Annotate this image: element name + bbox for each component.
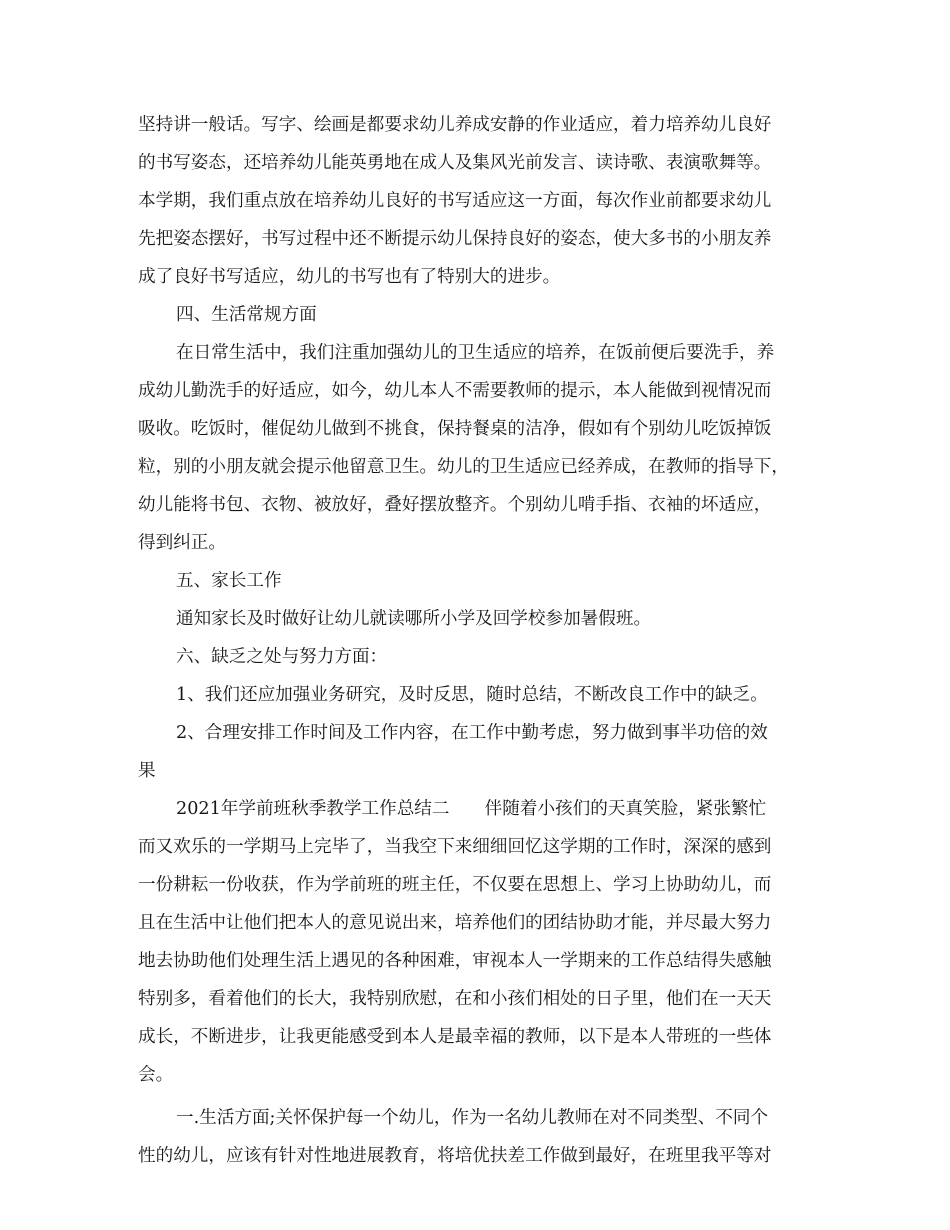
body-text-line: 粒，别的小朋友就会提示他留意卫生。幼儿的卫生适应已经养成，在教师的指导下， (138, 457, 789, 477)
body-text-line: 的书写姿态，还培养幼儿能英勇地在成人及集风光前发言、读诗歌、表演歌舞等。 (138, 153, 772, 173)
body-text-line: 性的幼儿，应该有针对性地进展教育，将培优扶差工作做到最好，在班里我平等对 (138, 1146, 772, 1166)
list-item: 1、我们还应加强业务研究，及时反思，随时总结，不断改良工作中的缺乏。 (176, 685, 768, 705)
body-text-line: 成了良好书写适应，幼儿的书写也有了特别大的进步。 (138, 267, 561, 287)
body-text-line: 成幼儿勤洗手的好适应，如今，幼儿本人不需要教师的提示，本人能做到视情况而 (138, 381, 772, 401)
body-text-line: 一份耕耘一份收获，作为学前班的班主任，不仅要在思想上、学习上协助幼儿，而 (138, 875, 772, 895)
body-text-line: 通知家长及时做好让幼儿就读哪所小学及回学校参加暑假班。 (176, 609, 652, 629)
body-text-line: 地去协助他们处理生活上遇见的各种困难，审视本人一学期来的工作总结得失感触 (138, 951, 772, 971)
body-text-line: 幼儿能将书包、衣物、被放好，叠好摆放整齐。个别幼儿啃手指、衣袖的坏适应， (138, 495, 772, 515)
body-text-line: 果 (138, 761, 156, 781)
body-text-line: 先把姿态摆好，书写过程中还不断提示幼儿保持良好的姿态，使大多书的小朋友养 (138, 229, 772, 249)
body-text-line: 且在生活中让他们把本人的意见说出来，培养他们的团结协助才能，并尽最大努力 (138, 913, 772, 933)
body-text-line: 会。 (138, 1065, 174, 1085)
section-heading: 六、缺乏之处与努力方面： (176, 647, 388, 667)
article-title-line: 2021年学前班秋季教学工作总结二 伴随着小孩们的天真笑脸，紧张繁忙 (176, 799, 767, 819)
body-text-line: 而又欢乐的一学期马上完毕了，当我空下来细细回忆这学期的工作时，深深的感到 (138, 837, 772, 857)
body-text-line: 坚持讲一般话。写字、绘画是都要求幼儿养成安静的作业适应，着力培养幼儿良好 (138, 115, 772, 135)
section-heading: 四、生活常规方面 (176, 305, 317, 325)
body-text-line: 得到纠正。 (138, 533, 226, 553)
body-text-line: 一.生活方面;关怀保护每一个幼儿，作为一名幼儿教师在对不同类型、不同个 (176, 1108, 769, 1128)
body-text-line: 成长，不断进步，让我更能感受到本人是最幸福的教师，以下是本人带班的一些体 (138, 1027, 772, 1047)
body-text-line: 本学期，我们重点放在培养幼儿良好的书写适应这一方面，每次作业前都要求幼儿 (138, 191, 772, 211)
body-text-line: 吸收。吃饭时，催促幼儿做到不挑食，保持餐桌的洁净，假如有个别幼儿吃饭掉饭 (138, 419, 772, 439)
list-item: 2、合理安排工作时间及工作内容，在工作中勤考虑，努力做到事半功倍的效 (176, 723, 768, 743)
body-text-line: 特别多，看着他们的长大，我特别欣慰，在和小孩们相处的日子里，他们在一天天 (138, 989, 772, 1009)
body-text-line: 在日常生活中，我们注重加强幼儿的卫生适应的培养，在饭前便后要洗手，养 (176, 343, 775, 363)
section-heading: 五、家长工作 (176, 571, 282, 591)
